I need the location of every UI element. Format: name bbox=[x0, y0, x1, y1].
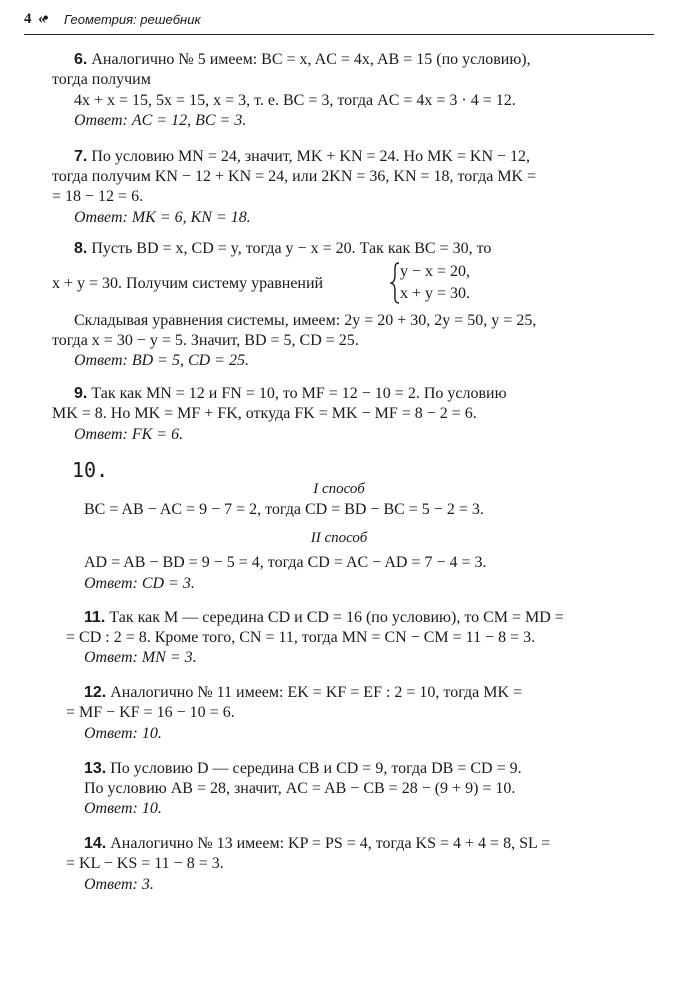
system-eq1: y − x = 20, bbox=[400, 263, 471, 280]
p11-answer: Ответ: MN = 3. bbox=[84, 649, 197, 666]
p9-text1: Так как MN = 12 и FN = 10, то MF = 12 − 10 = 2. По условию bbox=[91, 385, 507, 402]
p8-text1: Пусть BD = x, CD = y, тогда y − x = 20. Так как BC = 30, то bbox=[91, 240, 492, 257]
p13-number: 13. bbox=[84, 760, 107, 777]
p9-line2: MK = 8. Но MK = MF + FK, откуда FK = MK − MF = 8 − 2 = 6. bbox=[52, 405, 477, 422]
p8-answer: Ответ: BD = 5, CD = 25. bbox=[74, 352, 249, 369]
p8-line3: Складывая уравнения системы, имеем: 2y = 20 + 30, 2y = 50, y = 25, bbox=[74, 312, 537, 329]
p8-line2: x + y = 30. Получим систему уравнений bbox=[52, 275, 324, 292]
p14-answer: Ответ: 3. bbox=[84, 876, 154, 893]
p6-text1: Аналогично № 5 имеем: BC = x, AC = 4x, AB = 15 (по условию), bbox=[91, 51, 531, 68]
p14-line2: = KL − KS = 11 − 8 = 3. bbox=[66, 855, 224, 872]
p10-way1-heading: I способ bbox=[313, 481, 365, 497]
p10-line2: AD = AB − BD = 9 − 5 = 4, тогда CD = AC − AD = 7 − 4 = 3. bbox=[84, 554, 487, 571]
p12-line1 bbox=[84, 683, 522, 703]
p9-line1 bbox=[74, 384, 507, 404]
p13-line2: По условию AB = 28, значит, AC = AB − CB = 28 − (9 + 9) = 10. bbox=[84, 780, 516, 797]
p9-number: 9. bbox=[74, 385, 88, 402]
p11-number: 11. bbox=[84, 609, 106, 626]
p6-number: 6. bbox=[74, 51, 88, 68]
p10-line1: BC = AB − AC = 9 − 7 = 2, тогда CD = BD − BC = 5 − 2 = 3. bbox=[84, 501, 484, 518]
p12-text1: Аналогично № 11 имеем: EK = KF = EF : 2 = 10, тогда MK = bbox=[110, 684, 523, 701]
header-title: Геометрия: решебник bbox=[64, 12, 201, 27]
p11-line2: = CD : 2 = 8. Кроме того, CN = 11, тогда MN = CN − CM = 11 − 8 = 3. bbox=[66, 629, 536, 646]
p7-line1 bbox=[74, 147, 530, 167]
p13-line1 bbox=[84, 759, 522, 779]
p8-line4: тогда x = 30 − y = 5. Значит, BD = 5, CD = 25. bbox=[52, 332, 359, 349]
p10-number: 10. bbox=[72, 458, 109, 482]
system-eq2: x + y = 30. bbox=[400, 285, 471, 302]
p13-text1: По условию D — середина CB и CD = 9, тогда DB = CD = 9. bbox=[110, 760, 522, 777]
p6-line2: тогда получим bbox=[52, 71, 151, 88]
p12-line2: = MF − KF = 16 − 10 = 6. bbox=[66, 704, 235, 721]
header-rule bbox=[24, 34, 654, 35]
p10-way2-heading: II способ bbox=[310, 530, 368, 546]
p13-answer: Ответ: 10. bbox=[84, 800, 162, 817]
p7-line2: тогда получим KN − 12 + KN = 24, или 2KN = 36, KN = 18, тогда MK = bbox=[52, 168, 537, 185]
p8-number: 8. bbox=[74, 240, 88, 257]
system-brace bbox=[390, 262, 400, 304]
p7-number: 7. bbox=[74, 148, 88, 165]
p6-line3: 4x + x = 15, 5x = 15, x = 3, т. е. BC = 3, тогда AC = 4x = 3 · 4 = 12. bbox=[74, 92, 516, 109]
p11-text1: Так как M — середина CD и CD = 16 (по условию), то CM = MD = bbox=[109, 609, 564, 626]
p11-line1 bbox=[84, 608, 564, 628]
p6-answer: Ответ: AC = 12, BC = 3. bbox=[74, 112, 247, 129]
p7-text1: По условию MN = 24, значит, MK + KN = 24. Но MK = KN − 12, bbox=[91, 148, 531, 165]
p14-line1 bbox=[84, 834, 550, 854]
p14-number: 14. bbox=[84, 835, 107, 852]
p10-answer: Ответ: CD = 3. bbox=[84, 575, 195, 592]
p14-text1: Аналогично № 13 имеем: KP = PS = 4, тогда KS = 4 + 4 = 8, SL = bbox=[110, 835, 551, 852]
chevron-marker: «• bbox=[38, 10, 46, 27]
p6-line1 bbox=[74, 50, 531, 70]
p7-line3: = 18 − 12 = 6. bbox=[52, 188, 144, 205]
p7-answer: Ответ: MK = 6, KN = 18. bbox=[74, 209, 251, 226]
p12-answer: Ответ: 10. bbox=[84, 725, 162, 742]
p12-number: 12. bbox=[84, 684, 107, 701]
page-number: 4 bbox=[24, 11, 32, 27]
p9-answer: Ответ: FK = 6. bbox=[74, 426, 184, 443]
running-header bbox=[24, 10, 654, 32]
p8-line1 bbox=[74, 239, 491, 259]
